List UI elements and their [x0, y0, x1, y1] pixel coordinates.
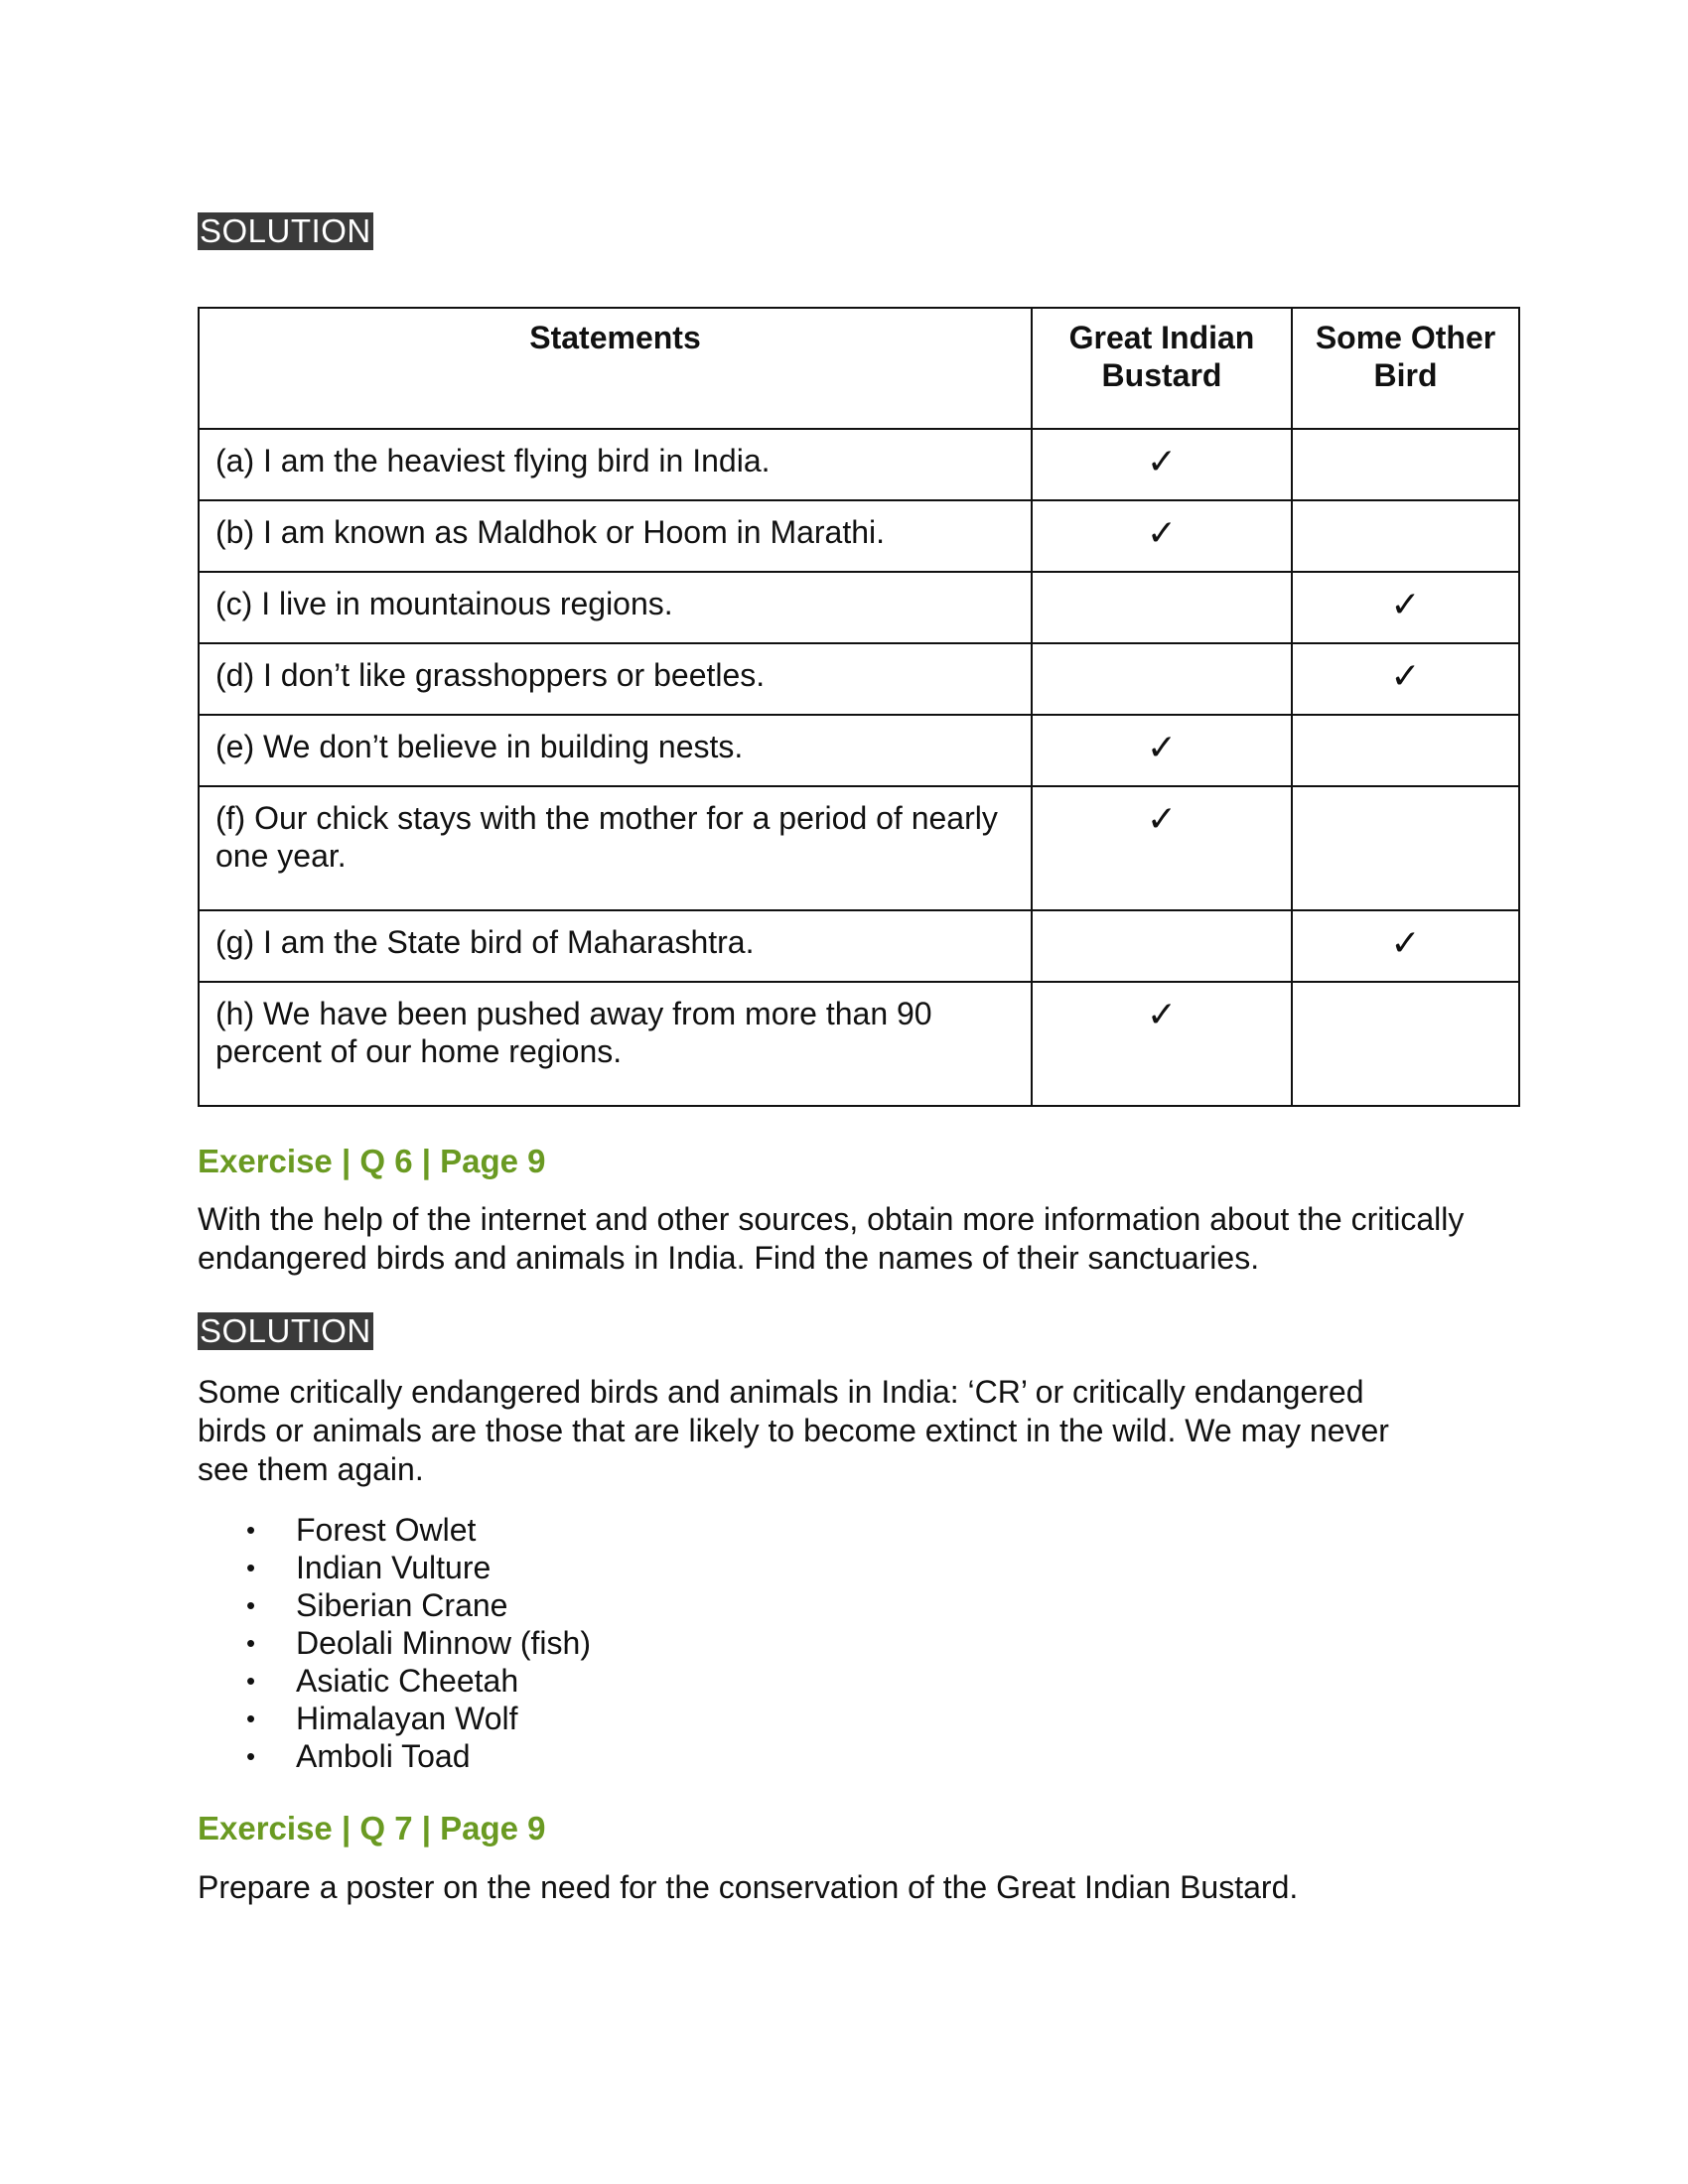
statements-table	[198, 307, 1520, 1107]
solution-badge: SOLUTION	[200, 212, 371, 249]
bullet-icon: •	[246, 1553, 256, 1582]
list-item	[198, 1549, 591, 1586]
list-item	[198, 1700, 591, 1737]
list-item	[198, 1511, 591, 1549]
table-row	[199, 643, 1519, 715]
species-name: Indian Vulture	[296, 1550, 492, 1585]
q6-answer-intro: Some critically endangered birds and animals in India: ‘CR’ or critically endangered birds or animals are those that are likely to become extinct in the wild. We may never see them again.	[198, 1374, 1389, 1487]
table-row	[199, 910, 1519, 982]
great-indian-bustard-check-cell	[1032, 910, 1292, 982]
great-indian-bustard-check-cell: ✓	[1032, 786, 1292, 910]
table-row	[199, 572, 1519, 643]
document-page	[198, 0, 1518, 2184]
species-name: Himalayan Wolf	[296, 1701, 518, 1736]
species-name: Forest Owlet	[296, 1512, 477, 1548]
table-row	[199, 715, 1519, 786]
species-name: Asiatic Cheetah	[296, 1663, 519, 1699]
species-name: Deolali Minnow (fish)	[296, 1625, 591, 1661]
statement-cell: (b) I am known as Maldhok or Hoom in Marathi.	[199, 500, 1032, 572]
some-other-bird-check-cell	[1292, 715, 1519, 786]
list-item	[198, 1737, 591, 1775]
table-row	[199, 786, 1519, 910]
list-item	[198, 1586, 591, 1624]
some-other-bird-check-cell	[1292, 982, 1519, 1106]
list-item	[198, 1624, 591, 1662]
great-indian-bustard-check-cell: ✓	[1032, 500, 1292, 572]
statement-cell: (h) We have been pushed away from more than 90 percent of our home regions.	[199, 982, 1032, 1106]
some-other-bird-check-cell	[1292, 786, 1519, 910]
statement-cell: (c) I live in mountainous regions.	[199, 572, 1032, 643]
list-item	[198, 1662, 591, 1700]
statement-cell: (d) I don’t like grasshoppers or beetles.	[199, 643, 1032, 715]
solution-badge: SOLUTION	[200, 1312, 371, 1349]
table-row	[199, 429, 1519, 500]
bullet-icon: •	[246, 1704, 256, 1733]
great-indian-bustard-check-cell: ✓	[1032, 715, 1292, 786]
q7-question-text: Prepare a poster on the need for the conservation of the Great Indian Bustard.	[198, 1869, 1299, 1905]
bullet-icon: •	[246, 1590, 256, 1620]
table-header-row	[199, 308, 1519, 429]
some-other-bird-check-cell: ✓	[1292, 910, 1519, 982]
some-other-bird-check-cell: ✓	[1292, 572, 1519, 643]
header-great-indian-bustard: Great Indian Bustard	[1032, 308, 1292, 429]
endangered-species-list	[198, 1511, 591, 1775]
statement-cell: (a) I am the heaviest flying bird in India.	[199, 429, 1032, 500]
great-indian-bustard-check-cell: ✓	[1032, 429, 1292, 500]
bullet-icon: •	[246, 1628, 256, 1658]
some-other-bird-check-cell	[1292, 500, 1519, 572]
statement-cell: (f) Our chick stays with the mother for a period of nearly one year.	[199, 786, 1032, 910]
species-name: Siberian Crane	[296, 1587, 508, 1623]
header-some-other-bird: Some Other Bird	[1292, 308, 1519, 429]
statement-cell: (e) We don’t believe in building nests.	[199, 715, 1032, 786]
some-other-bird-check-cell: ✓	[1292, 643, 1519, 715]
q6-question-text: With the help of the internet and other sources, obtain more information about the critically endangered birds and animals in India. Find the names of their sanctuaries.	[198, 1201, 1465, 1276]
great-indian-bustard-check-cell	[1032, 643, 1292, 715]
q7-heading: Exercise | Q 7 | Page 9	[198, 1810, 546, 1846]
bullet-icon: •	[246, 1666, 256, 1696]
statement-cell: (g) I am the State bird of Maharashtra.	[199, 910, 1032, 982]
some-other-bird-check-cell	[1292, 429, 1519, 500]
table-row	[199, 500, 1519, 572]
great-indian-bustard-check-cell	[1032, 572, 1292, 643]
species-name: Amboli Toad	[296, 1738, 471, 1774]
bullet-icon: •	[246, 1741, 256, 1771]
great-indian-bustard-check-cell: ✓	[1032, 982, 1292, 1106]
bullet-icon: •	[246, 1515, 256, 1545]
header-statements: Statements	[199, 308, 1032, 429]
q6-heading: Exercise | Q 6 | Page 9	[198, 1143, 546, 1179]
table-row	[199, 982, 1519, 1106]
